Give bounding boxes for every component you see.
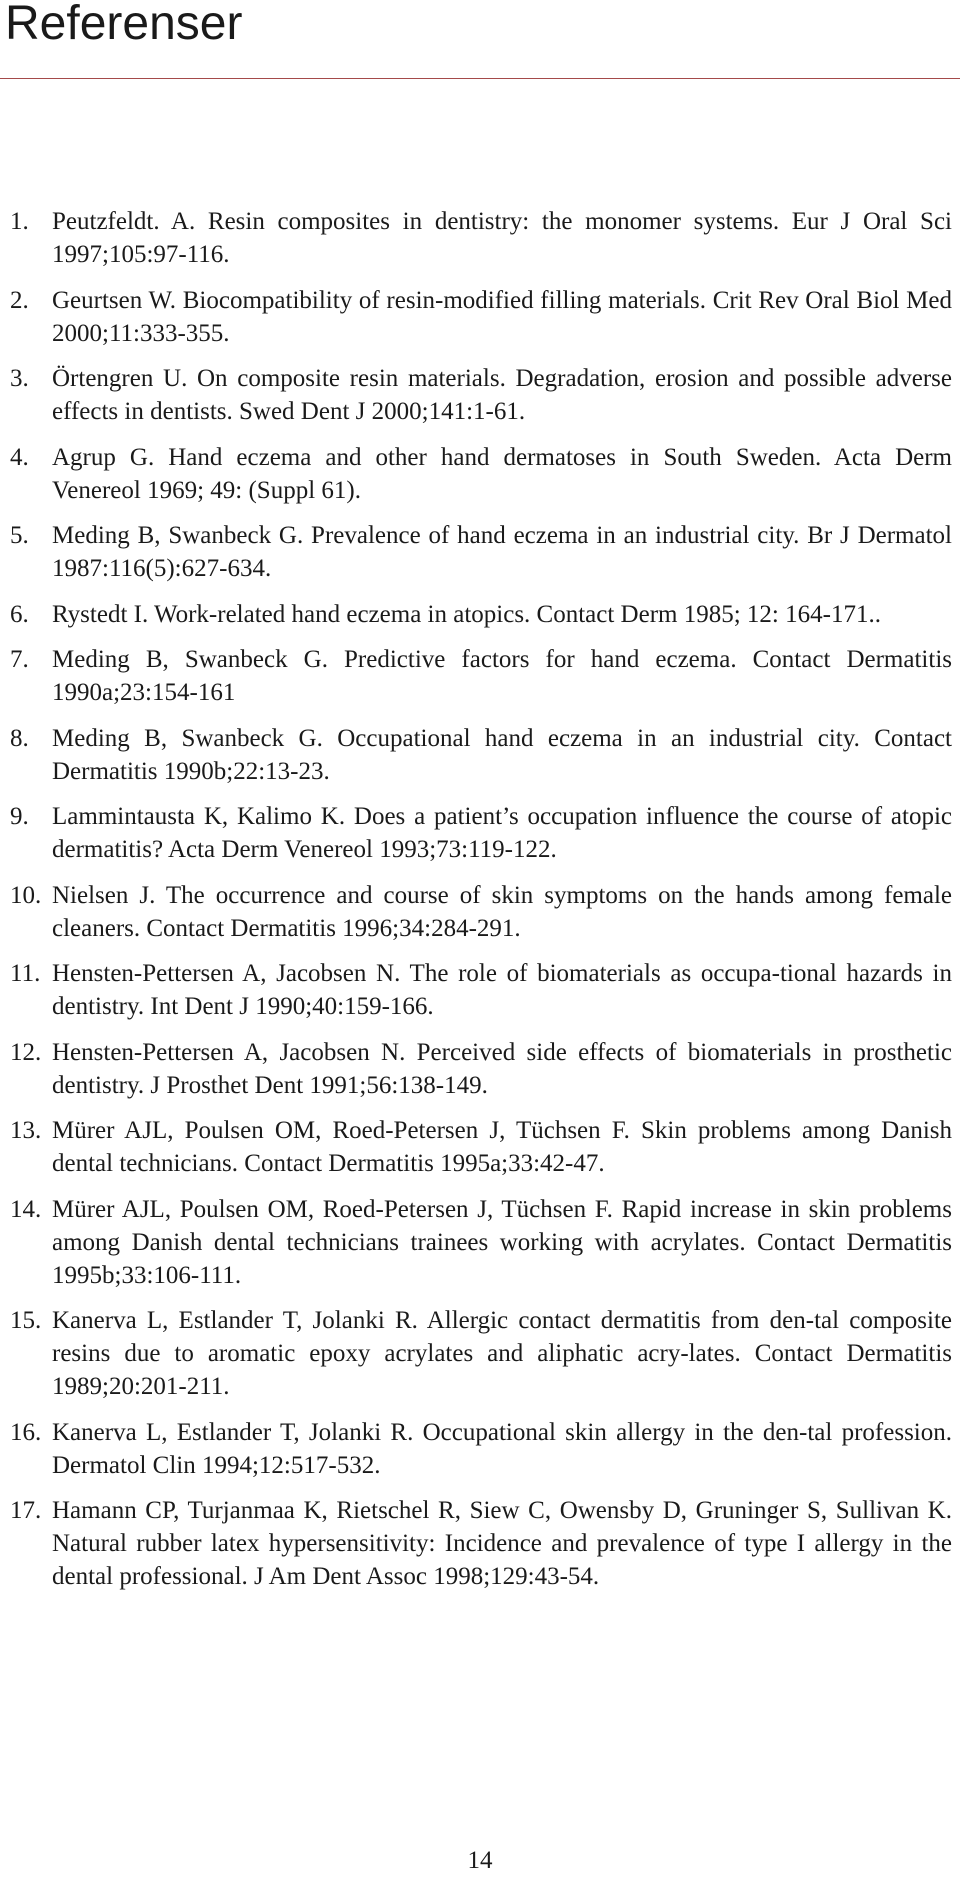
reference-text: Peutzfeldt. A. Resin composites in dentistry: the monomer systems. Eur J Oral Sci 1997;105:97-116. [52,208,952,268]
reference-item [10,1494,952,1593]
reference-number: 9. [10,803,29,830]
reference-number: 10. [10,881,42,909]
reference-number: 13. [10,1117,42,1144]
reference-text: Meding B, Swanbeck G. Prevalence of hand eczema in an industrial city. Br J Dermatol 1987:116(5):627-634. [52,522,952,582]
reference-item [10,1036,952,1102]
reference-text: Kanerva L, Estlander T, Jolanki R. Allergic contact dermatitis from den-tal composite resins due to aromatic epoxy acrylates and aliphatic acry-lates. Contact Dermatitis 1989;20:201-211. [52,1307,952,1400]
reference-number: 7. [10,646,29,673]
reference-text: Hensten-Pettersen A, Jacobsen N. Perceived side effects of biomaterials in prosthetic dentistry. J Prosthet Dent 1991;56:138-149. [52,1038,952,1099]
reference-text: Meding B, Swanbeck G. Predictive factors for hand eczema. Contact Dermatitis 1990a;23:154-161 [52,646,952,706]
reference-text: Hamann CP, Turjanmaa K, Rietschel R, Siew C, Owensby D, Gruninger S, Sullivan K. Natural rubber latex hypersensitivity: Incidence and prevalence of type I allergy in the dental professional. J Am Dent Assoc 1998;129:43-54. [52,1497,952,1590]
reference-text: Agrup G. Hand eczema and other hand dermatoses in South Sweden. Acta Derm Venereol 1969; 49: (Suppl 61). [52,443,952,504]
reference-item [10,722,952,788]
reference-text: Kanerva L, Estlander T, Jolanki R. Occupational skin allergy in the den-tal profession. Dermatol Clin 1994;12:517-532. [52,1418,952,1479]
reference-text: Mürer AJL, Poulsen OM, Roed-Petersen J, Tüchsen F. Skin problems among Danish dental technicians. Contact Dermatitis 1995a;33:42-47. [52,1117,952,1177]
reference-number: 4. [10,443,29,471]
title-divider [0,78,960,79]
reference-number: 6. [10,600,29,628]
reference-number: 17. [10,1497,42,1524]
reference-item [10,1304,952,1403]
reference-number: 11. [10,960,41,987]
reference-number: 1. [10,208,29,235]
reference-item [10,205,952,271]
reference-number: 5. [10,522,29,549]
reference-number: 8. [10,724,29,752]
reference-item [10,519,952,585]
reference-item [10,879,952,945]
page-title: Referenser [5,0,243,50]
reference-item [10,800,952,866]
reference-text: Lammintausta K, Kalimo K. Does a patient’s occupation influence the course of atopic dermatitis? Acta Derm Venereol 1993;73:119-122. [52,803,952,863]
reference-number: 16. [10,1418,42,1446]
reference-text: Hensten-Pettersen A, Jacobsen N. The role of biomaterials as occupa-tional hazards in dentistry. Int Dent J 1990;40:159-166. [52,960,952,1020]
reference-item [10,1193,952,1292]
reference-item [10,957,952,1023]
reference-item [10,1114,952,1180]
reference-text: Rystedt I. Work-related hand eczema in atopics. Contact Derm 1985; 12: 164-171.. [52,600,881,628]
reference-item [10,441,952,507]
reference-number: 3. [10,365,29,392]
reference-number: 15. [10,1307,42,1334]
reference-text: Meding B, Swanbeck G. Occupational hand eczema in an industrial city. Contact Dermatitis 1990b;22:13-23. [52,724,952,785]
page-number: 14 [467,1847,493,1874]
reference-text: Geurtsen W. Biocompatibility of resin-modified filling materials. Crit Rev Oral Biol Med 2000;11:333-355. [52,286,952,347]
reference-text: Mürer AJL, Poulsen OM, Roed-Petersen J, Tüchsen F. Rapid increase in skin problems among Danish dental technicians trainees working with acrylates. Contact Dermatitis 1995b;33:106-111. [52,1195,952,1289]
reference-number: 12. [10,1038,42,1066]
reference-item [10,643,952,709]
reference-list [10,205,952,1606]
reference-text: Örtengren U. On composite resin materials. Degradation, erosion and possible adverse effects in dentists. Swed Dent J 2000;141:1-61. [52,365,952,425]
reference-number: 14. [10,1195,42,1223]
reference-item [10,598,952,631]
reference-item [10,1416,952,1482]
reference-number: 2. [10,286,29,314]
reference-item [10,362,952,428]
reference-item [10,284,952,350]
reference-text: Nielsen J. The occurrence and course of skin symptoms on the hands among female cleaners. Contact Dermatitis 1996;34:284-291. [52,881,952,942]
